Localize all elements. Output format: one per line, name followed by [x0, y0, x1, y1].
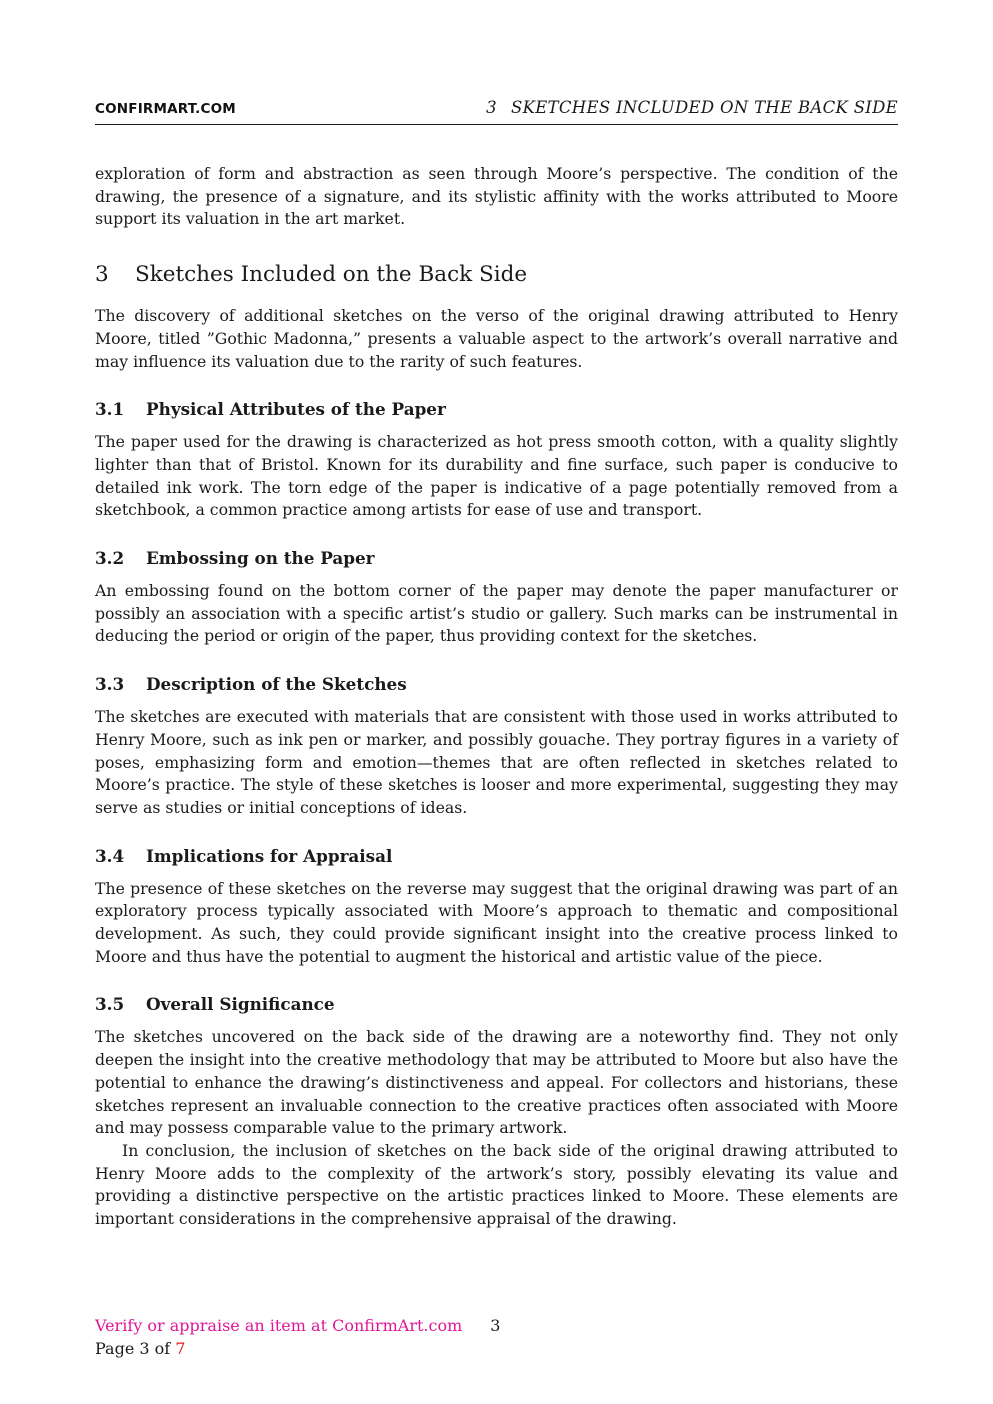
subsection-heading-3-2 — [95, 546, 898, 570]
subsection-title: Embossing on the Paper — [146, 548, 375, 569]
subsection-number: 3.5 — [95, 994, 125, 1015]
subsection-paragraph: An embossing found on the bottom corner of the paper may denote the paper manufacturer or possibly an association with a specific artist’s studio or gallery. Such marks can be instrumental in deducing the period or origin of the paper, thus providing context for the sketches. — [95, 581, 898, 646]
page-of-label: Page 3 of — [95, 1339, 176, 1358]
subsection-title: Physical Attributes of the Paper — [146, 399, 446, 420]
subsection-title: Description of the Sketches — [146, 674, 407, 695]
subsection-heading-3-1 — [95, 397, 898, 421]
document-page — [95, 0, 898, 1404]
running-head-title: SKETCHES INCLUDED ON THE BACK SIDE — [510, 98, 898, 117]
subsection-title: Implications for Appraisal — [146, 845, 393, 866]
running-head-number: 3 — [486, 98, 497, 117]
subsection-paragraph: The sketches are executed with materials that are consistent with those used in works attributed to Henry Moore, such as ink pen or marker, and possibly gouache. They portray figures in a variety of poses, emphasizing form and emotion—themes that are often reflected in sketches related to Moore’s practice. The style of these sketches is looser and more experimental, suggesting they may serve as studies or initial conceptions of ideas. — [95, 707, 898, 817]
subsection-heading-3-4 — [95, 844, 898, 868]
section-title: Sketches Included on the Back Side — [135, 262, 528, 288]
footer-line-2 — [95, 1337, 500, 1360]
section-paragraph: The discovery of additional sketches on the verso of the original drawing attributed to Henry Moore, titled ”Gothic Madonna,” presents a valuable aspect to the artwork’s overall narrative and may influence its valuation due to the rarity of such features. — [95, 306, 898, 371]
intro-paragraph: exploration of form and abstraction as seen through Moore’s perspective. The condition of the drawing, the presence of a signature, and its stylistic affinity with the works attributed to Moore support its valuation in the art market. — [95, 164, 898, 229]
subsection-number: 3.2 — [95, 548, 125, 569]
subsection-number: 3.3 — [95, 674, 125, 695]
subsection-number: 3.4 — [95, 845, 125, 866]
subsection-heading-3-3 — [95, 672, 898, 696]
conclusion-paragraph: In conclusion, the inclusion of sketches on the back side of the original drawing attributed to Henry Moore adds to the complexity of the artwork’s story, possibly elevating its value and providing a distinctive perspective on the artistic practices linked to Moore. These elements are important considerations in the comprehensive appraisal of the drawing. — [95, 1140, 898, 1229]
footer-line-1 — [95, 1314, 500, 1337]
footer-page-number: 3 — [490, 1316, 501, 1335]
subsection-number: 3.1 — [95, 399, 125, 420]
section-number: 3 — [95, 262, 109, 288]
running-head — [486, 98, 898, 117]
total-pages-link[interactable]: 7 — [175, 1339, 186, 1358]
section-heading — [95, 261, 898, 289]
subsection-heading-3-5 — [95, 992, 898, 1016]
subsection-title: Overall Significance — [146, 994, 335, 1015]
page-header — [95, 96, 898, 125]
page-content — [95, 163, 898, 1231]
confirmart-link[interactable]: Verify or appraise an item at ConfirmArt.com — [95, 1316, 463, 1335]
subsection-paragraph: The presence of these sketches on the reverse may suggest that the original drawing was part of an exploratory process typically associated with Moore’s approach to thematic and compositional development. As such, they could provide significant insight into the creative process linked to Moore and thus have the potential to augment the historical and artistic value of the piece. — [95, 878, 898, 966]
subsection-paragraph: The paper used for the drawing is characterized as hot press smooth cotton, with a quality slightly lighter than that of Bristol. Known for its durability and fine surface, such paper is conducive to detailed ink work. The torn edge of the paper is indicative of a page potentially removed from a sketchbook, a common practice among artists for ease of use and transport. — [95, 432, 898, 520]
page-footer — [95, 1314, 500, 1360]
subsection-paragraph: The sketches uncovered on the back side of the drawing are a noteworthy find. They not only deepen the insight into the creative methodology that may be attributed to Moore but also have the potential to enhance the drawing’s distinctiveness and appeal. For collectors and historians, these sketches represent an invaluable connection to the creative practices often associated with Moore and may possess comparable value to the primary artwork. — [95, 1027, 898, 1138]
confirmart-logo[interactable]: CONFIRMART.COM — [95, 101, 236, 117]
